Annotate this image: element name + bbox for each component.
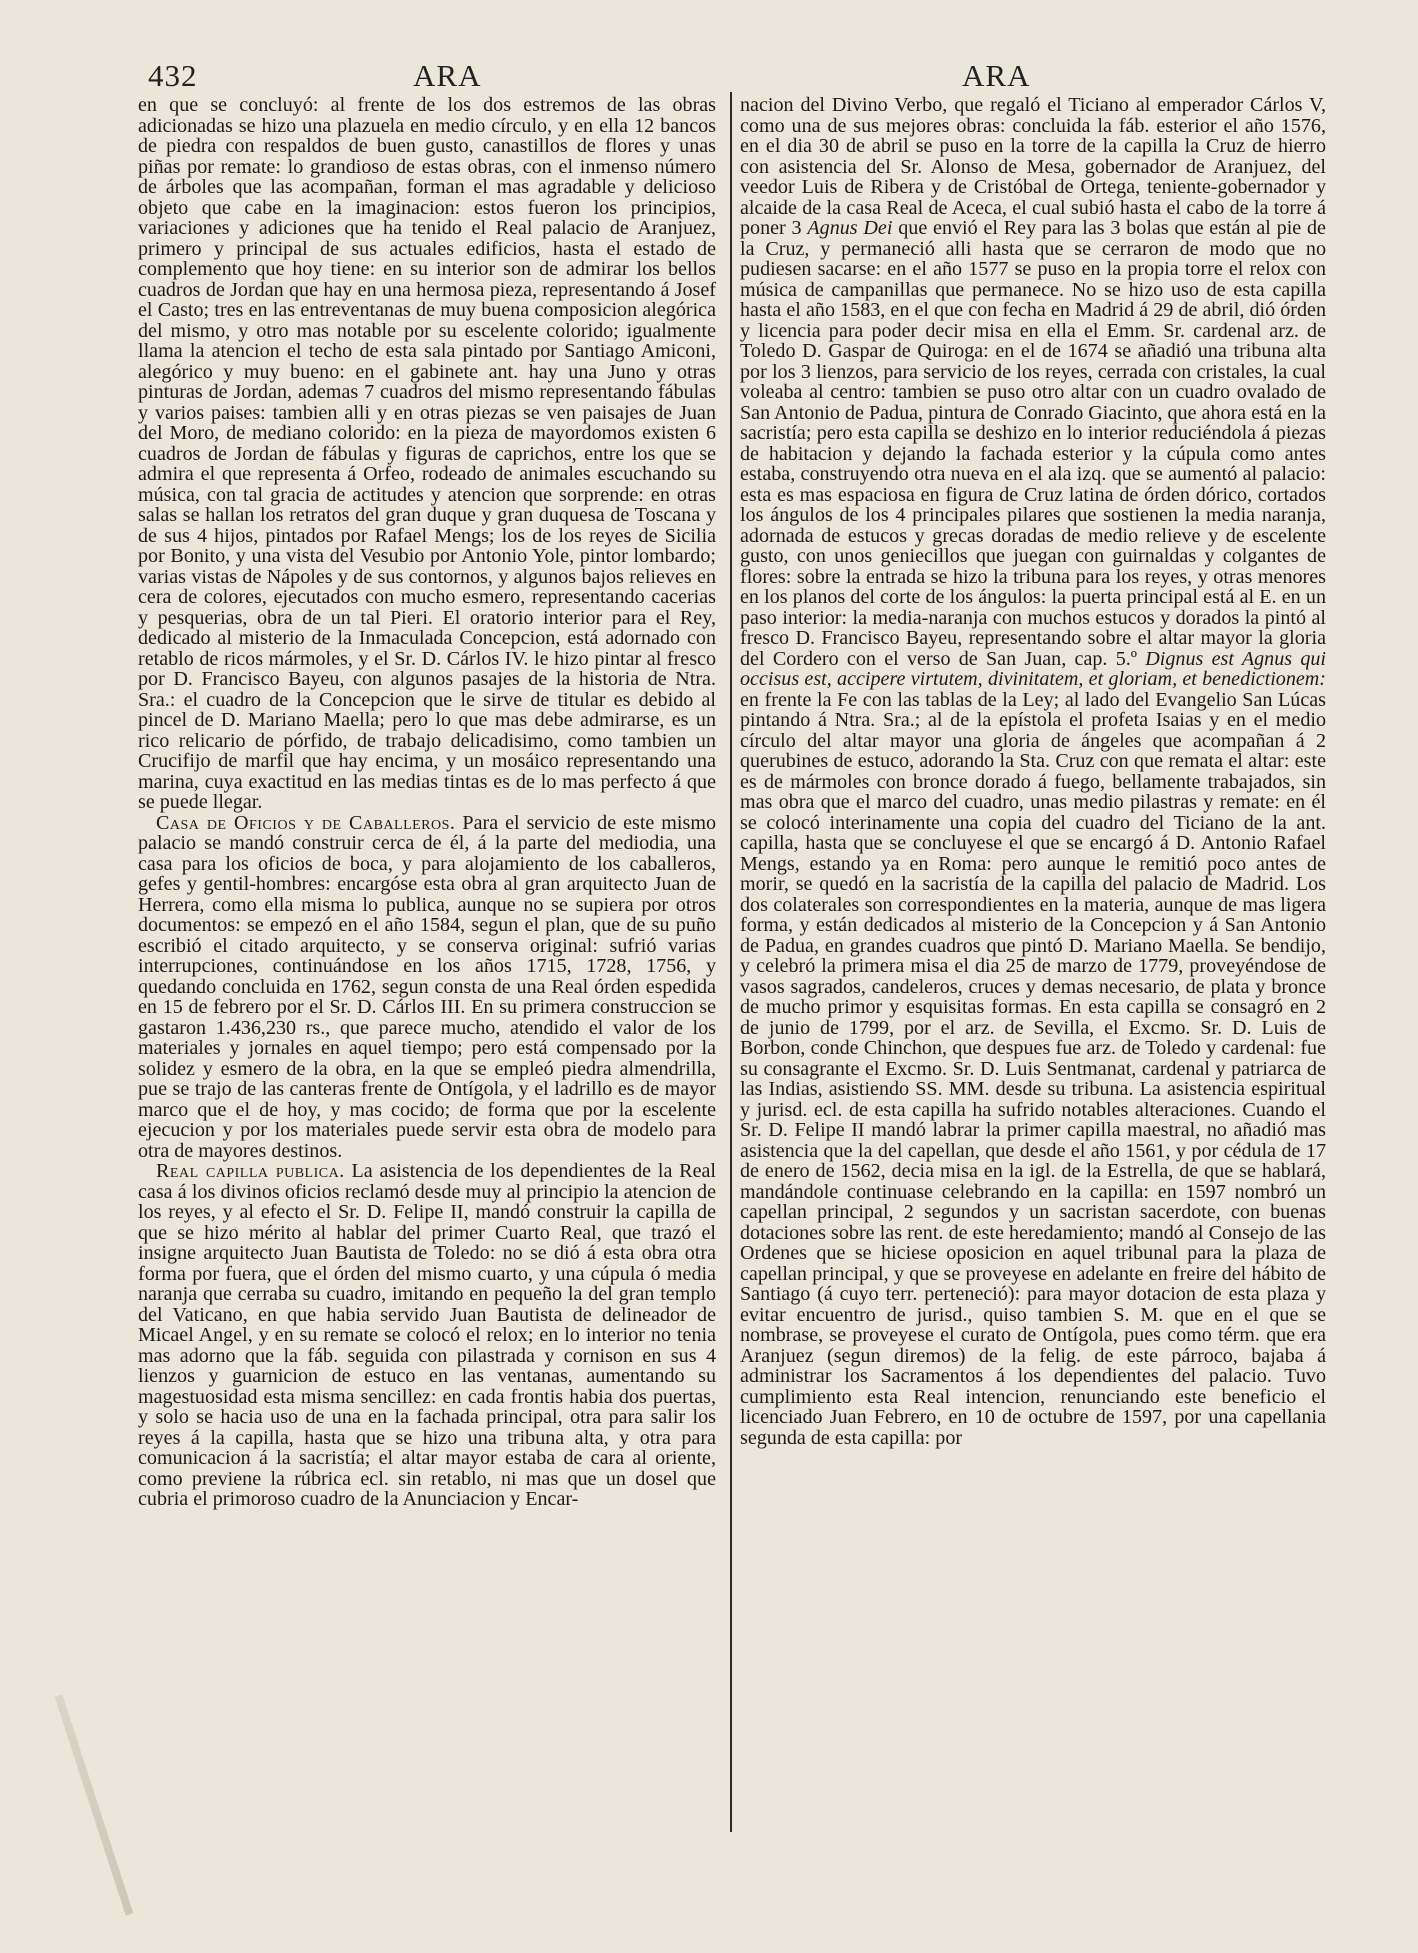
- page-crease: [55, 1694, 134, 1915]
- paragraph-text: nacion del Divino Verbo, que regaló el Ticiano al emperador Cárlos V, como una de sus mejores obras: concluida la fáb. esterior el año 1576, en el dia 30 de abril se puso en la torre de la capilla la Cruz de hierro con asistencia del Sr. Alonso de Mesa, gobernador de Aranjuez, del veedor Luis de Ribera y de Cristóbal de Ortega, teniente-gobernador y alcaide de la casa Real de Aceca, el cual subió hasta el cabo de la torre á poner 3: [740, 94, 1326, 239]
- italic-phrase: Agnus Dei: [807, 217, 893, 239]
- paragraph: [138, 1161, 716, 1510]
- left-column: [138, 95, 716, 1510]
- page-number: 432: [148, 58, 198, 93]
- paragraph-text: que envió el Rey para las 3 bolas que están al pie de la Cruz, y permaneció alli hasta que se cerraron de modo que no pudiesen sacarse: en el año 1577 se puso en la propia torre el relox con música de campanillas que permanece. No se hizo uso de esta capilla hasta el año 1583, en el que con fecha en Madrid á 29 de abril, dió órden y licencia para poder decir misa en ella el Emm. Sr. cardenal arz. de Toledo D. Gaspar de Quiroga: en el de 1674 se añadió una tribuna alta por los 3 lienzos, para servicio de los reyes, cerrada con cristales, la cual voleaba al centro: tambien se puso otro altar con un cuadro ovalado de San Antonio de Padua, pintura de Conrado Giacinto, que ahora está en la sacristía; pero esta capilla se deshizo en lo interior reduciéndola á piezas de habitacion y dejando la fachada esterior y la cúpula como antes estaba, construyendo otra nueva en el ala izq. que se aumentó al palacio: esta es mas espaciosa en figura de Cruz latina de órden dórico, cortados los ángulos de los 4 principales pilares que sostienen la media naranja, adornada de estucos y grecas doradas de medio relieve y de escelente gusto, con unos geniecillos que juegan con guirnaldas y colgantes de flores: sobre la entrada se hizo la tribuna para los reyes, y otras menores en los planos del corte de los ángulos: la puerta principal está al E. en un paso interior: la media-naranja con muchos estucos y dorados la pintó al fresco D. Francisco Bayeu, representando sobre el altar mayor la gloria del Cordero con el verso de San Juan, cap. 5.º: [740, 217, 1326, 670]
- column-divider: [730, 92, 732, 1832]
- running-head-left: ARA: [413, 58, 482, 93]
- section-heading: Casa de Oficios y de Caballeros.: [156, 811, 456, 834]
- paragraph-text: La asistencia de los dependientes de la Real casa á los divinos oficios reclamó desde muy al principio la atencion de los reyes, y al efecto el Sr. D. Felipe II, mandó construir la capilla de que se hizo mérito al hablar del primer Cuarto Real, que trazó el insigne arquitecto Juan Bautista de Toledo: no se dió á esta obra otra forma por fuera, que el órden del mismo cuarto, y una cúpula ó media naranja que cerraba su cuadro, imitando en pequeño la del gran templo del Vaticano, en que habia servido Juan Bautista de delineador de Micael Angel, y en su remate se colocó el relox; en lo interior no tenia mas adorno que la fáb. seguida con pilastrada y cornison en sus 4 lienzos y guarnicion de estuco en las ventanas, aumentando su magestuosidad esta misma sencillez: en cada frontis habia dos puertas, y solo se hacia uso de una en la fachada principal, otra para salir los reyes á la capilla, hasta que se hizo una tribuna alta, y otra para comunicacion á la sacristía; el altar mayor estaba de cara al oriente, como previene la rúbrica ecl. sin retablo, ni mas que un dosel que cubria el primoroso cuadro de la Anunciacion y Encar-: [138, 1160, 716, 1510]
- section-heading: Real capilla publica.: [156, 1160, 345, 1182]
- paragraph-text: Para el servicio de este mismo palacio se mandó construir cerca de él, á la parte del mediodia, una casa para los oficios de boca, y para alojamiento de los caballeros, gefes y gentil-hombres: encargóse esta obra al gran arquitecto Juan de Herrera, como ella misma lo publica, aunque no se supiera por otros documentos: se empezó en el año 1584, segun el plan, que de su puño escribió el citado arquitecto, y se conserva original: sufrió varias interrupciones, continuándose en los años 1715, 1728, 1756, y quedando concluida en 1762, segun consta de una Real órden espedida en 15 de febrero por el Sr. D. Cárlos III. En su primera construccion se gastaron 1.436,230 rs., que parece mucho, atendido el valor de los materiales y jornales en aquel tiempo; pero está compensado por la solidez y esmero de la obra, en la que se empleó piedra almendrilla, pue se trajo de las canteras frente de Ontígola, y el ladrillo es de mayor marco que el de hoy, y mas cocido; de forma que por la escelente ejecucion y por los materiales puede servir esta obra de modelo para otra de mayores destinos.: [138, 811, 717, 1162]
- paragraph-text: en frente la Fe con las tablas de la Ley; al lado del Evangelio San Lúcas pintando á Ntra. Sra.; al de la epístola el profeta Isaias y en el medio círculo del altar mayor una gloria de ángeles que acompañan á 2 querubines de estuco, adorando la Sta. Cruz con que remata el altar: este es de mármoles con bronce dorado á fuego, bellamente trabajados, sin mas obra que el marco del cuadro, unas medio pilastras y remate: en él se colocó interinamente una copia del cuadro del Ticiano de la ant. capilla, hasta que se concluyese el que se encargó á D. Antonio Rafael Mengs, estando ya en Roma: pero aunque le remitió poco antes de morir, se quedó en la sacristía de la capilla del palacio de Madrid. Los dos colaterales son correspondientes en la materia, aunque de mas ligera forma, y están dedicados al misterio de la Concepcion y á San Antonio de Padua, en grandes cuadros que pintó D. Mariano Maella. Se bendijo, y celebró la primera misa el dia 25 de marzo de 1779, proveyéndose de vasos sagrados, candeleros, cruces y demas necesario, de plata y bronce de mucho primor y esquisitas formas. En esta capilla se consagró en 2 de junio de 1799, por el arz. de Sevilla, el Excmo. Sr. D. Luis de Borbon, conde Chinchon, que despues fue arz. de Toledo y cardenal: fue su consagrante el Excmo. Sr. D. Luis Sentmanat, cardenal y patriarca de las Indias, asistiendo SS. MM. desde su tribuna. La asistencia espiritual y jurisd. ecl. de esta capilla ha sufrido notables alteraciones. Cuando el Sr. D. Felipe II mandó labrar la primer capilla maestral, no añadió mas asistencia que la del capellan, que desde el año 1561, y por cédula de 17 de enero de 1562, decia misa en la igl. de la Estrella, de que se hablará, mandándole continuase celebrando en la capilla: en 1597 nombró un capellan principal, 2 segundos y un sacristan sacerdote, con buenas dotaciones sobre las rent. de este heredamiento; mandó al Consejo de las Ordenes que se hiciese oposicion en aquel tribunal para la plaza de capellan principal, y que se proveyese en adelante en freire del hábito de Santiago (á cuyo terr. perteneció): para mayor dotacion de esta plaza y evitar encuentro de jurisd., quiso tambien S. M. que en el que se nombrase, se proveyese el curato de Ontígola, pues como térm. que era Aranjuez (segun diremos) de la felig. de este párroco, bajaba á administrar los Sacramentos á los dependientes del palacio. Tuvo cumplimiento esta Real intencion, renunciando este beneficio el licenciado Juan Febrero, en 10 de octubre de 1597, por una capellania segunda de esta capilla: por: [740, 688, 1326, 1449]
- paragraph: [740, 95, 1326, 1448]
- latin-verse: Dignus est Agnus qui occisus est, accipere virtutem, divinitatem, et gloriam, et benedictionem:: [740, 647, 1327, 690]
- running-head-right: ARA: [962, 58, 1031, 93]
- paragraph: en que se concluyó: al frente de los dos estremos de las obras adicionadas se hizo una plazuela en medio círculo, y en ella 12 bancos de piedra con respaldos de buen gusto, canastillos de flores y unas piñas por remate: lo grandioso de estas obras, con el inmenso número de árboles que las acompañan, forman el mas agradable y delicioso objeto que cabe en la imaginacion: estos fueron los principios, variaciones y adiciones que ha tenido el Real palacio de Aranjuez, primero y principal de sus actuales edificios, hasta el estado de complemento que hoy tiene: en su interior son de admirar los bellos cuadros de Jordan que hay en una hermosa pieza, representando á Josef el Casto; tres en las entreventanas de muy buena composicion alegórica del mismo, y otro mas notable por su escelente colorido; igualmente llama la atencion el techo de esta sala pintado por Santiago Amiconi, alegórico y muy bueno: en el gabinete ant. hay una Juno y otras pinturas de Jordan, ademas 7 cuadros del mismo representando fábulas y varios paises: tambien alli y en otras piezas se ven paisajes de Juan del Moro, de mediano colorido: en la pieza de mayordomos existen 6 cuadros de Jordan de fábulas y figuras de caprichos, entre los que se admira el que representa á Orfeo, rodeado de animales escuchando su música, con tal gracia de actitudes y atencion que sorprende: en otras salas se hallan los retratos del gran duque y gran duquesa de Toscana y de sus 4 hijos, pintados por Rafael Mengs; los de los reyes de Sicilia por Bonito, y una vista del Vesubio por Antonio Yole, pintor lombardo; varias vistas de Nápoles y de sus contornos, y algunos bajos relieves en cera de colores, ejecutados con mucho esmero, representando cacerias y pesquerias, obra de un tal Pieri. El oratorio interior para el Rey, dedicado al misterio de la Inmaculada Concepcion, está adornado con retablo de ricos mármoles, y el Sr. D. Cárlos IV. le hizo pintar al fresco por D. Francisco Bayeu, con algunos pasajes de la historia de Ntra. Sra.: el cuadro de la Concepcion que le sirve de titular es debido al pincel de D. Mariano Maella; pero lo que mas debe admirarse, es un rico relicario de pórfido, de trabajo delicadisimo, como tambien un Crucifijo de marfil que hay encima, y un mosáico representando una marina, cuya exactitud en las medias tintas es de lo mas perfecto á que se puede llegar.: [138, 94, 716, 813]
- right-column: [740, 95, 1326, 1448]
- paragraph: [138, 813, 716, 1162]
